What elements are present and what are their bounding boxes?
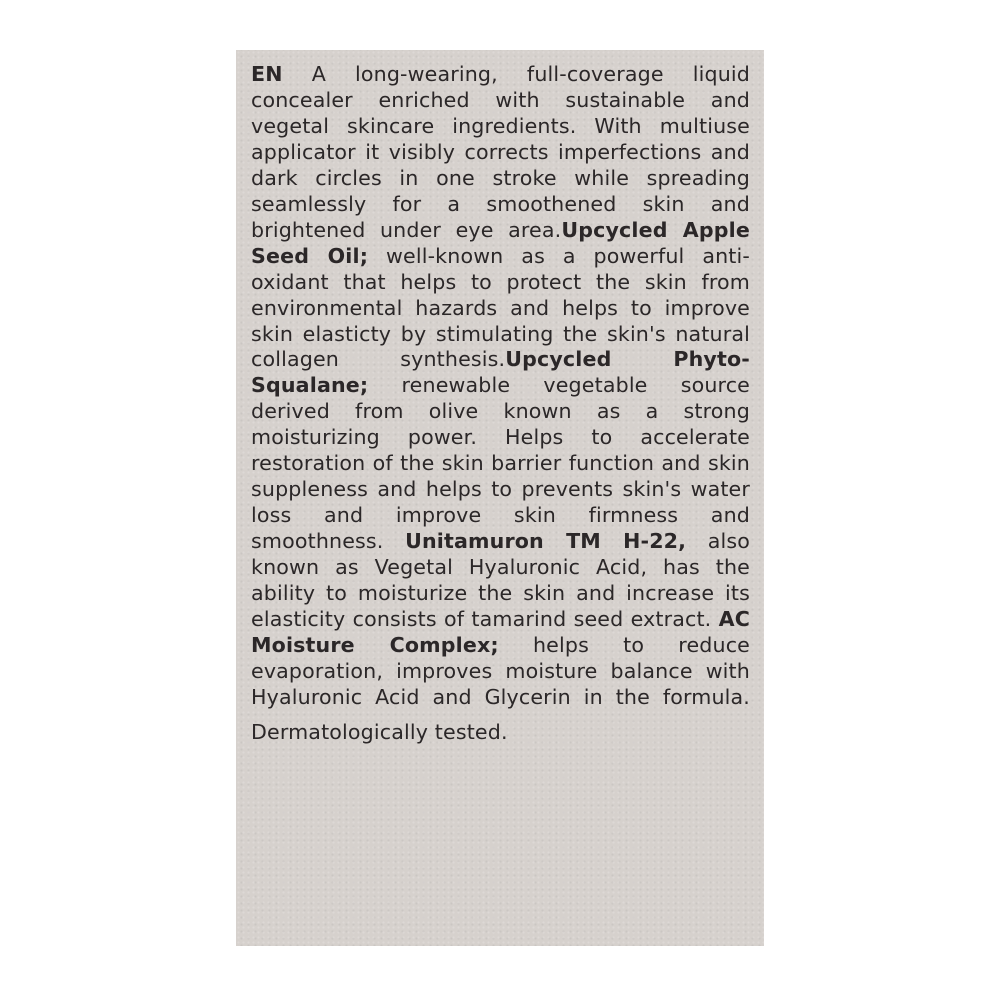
phyto-squalane-heading: Upcycled Phyto-Squalane; [251,347,750,398]
unitamuron-heading: Unitamuron TM H-22, [405,529,687,554]
ac-moisture-complex-heading: AC Moisture Complex; [251,607,750,657]
dermatologically-tested-line: Dermatologically tested. [251,719,508,744]
ac-moisture-complex-text: helps to reduce evaporation, improves moisture balance with Hyaluronic Acid and Glycerin in the formula. [251,632,750,709]
language-code: EN [251,62,283,86]
intro-text: A long-wearing, full-coverage liquid concealer enriched with sustainable and vegetal skincare ingredients. With multiuse applicator it visibly corrects imperfections and dark circles in one stroke while spreading seamlessly for a smoothened skin and brightened under eye area. [251,62,750,242]
ingredient-description [251,62,750,711]
phyto-squalane-text: renewable vegetable source derived from olive known as a strong moisturizing power. Helps to accelerate restoration of the skin barrier function and skin suppleness and helps to prevents skin's water loss and improve skin firmness and smoothness. [251,373,750,554]
unitamuron-text: also known as Vegetal Hyaluronic Acid, has the ability to moisturize the skin and increase its elasticity consists of tamarind seed extract. [251,529,750,632]
product-label-panel [236,50,764,946]
apple-seed-oil-text: well-known as a powerful anti-oxidant that helps to protect the skin from environmental hazards and helps to improve skin elasticty by stimulating the skin's natural collagen synthesis. [251,243,750,372]
apple-seed-oil-heading: Upcycled Apple Seed Oil; [251,217,750,268]
